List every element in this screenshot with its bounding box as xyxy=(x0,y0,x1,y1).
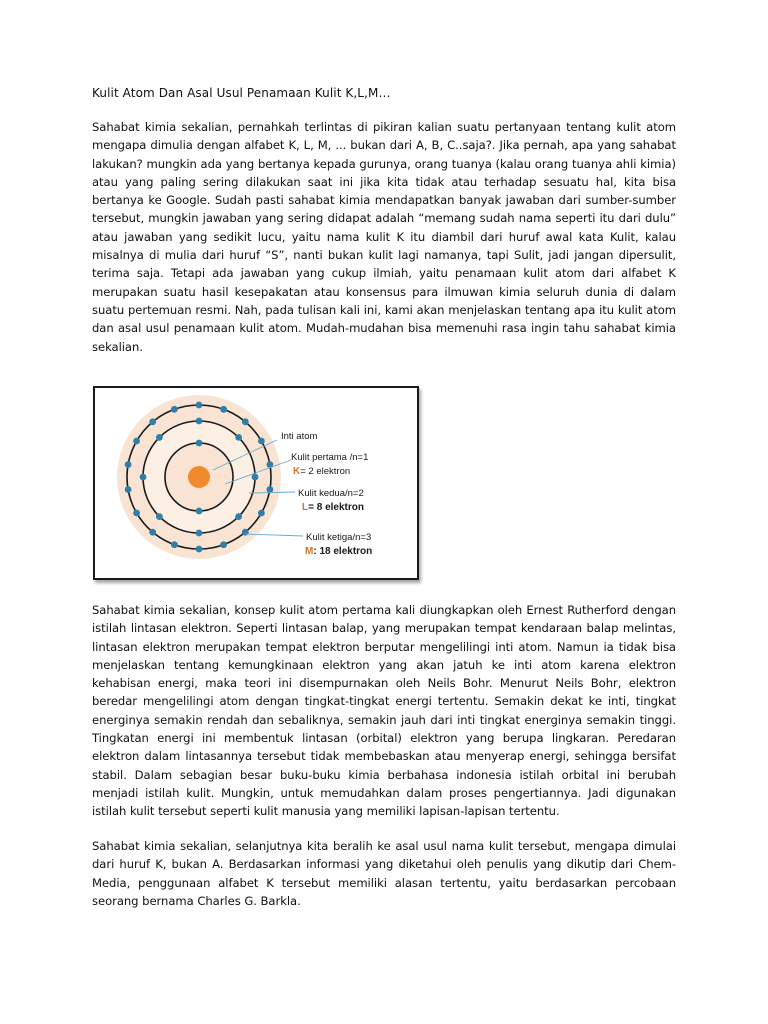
electron-shell-3 xyxy=(220,406,227,413)
label-shell-k-name: Kulit pertama /n=1 xyxy=(291,452,369,463)
electron-shell-3 xyxy=(133,510,140,517)
label-shell-k-count: = 2 elektron xyxy=(300,466,351,477)
label-shell-m-letter: M xyxy=(305,546,314,557)
electron-shell-2 xyxy=(196,530,203,537)
label-shell-m-count: : 18 elektron xyxy=(313,546,373,557)
electron-shell-3 xyxy=(171,541,178,548)
label-shell-k-letter: K xyxy=(293,466,301,477)
electron-shell-2 xyxy=(156,434,163,441)
electron-shell-3 xyxy=(171,406,178,413)
electron-shell-2 xyxy=(235,434,242,441)
label-shell-l-value xyxy=(302,502,364,513)
electron-shell-3 xyxy=(267,486,274,493)
label-shell-l-letter: L xyxy=(302,502,309,513)
nucleus xyxy=(188,466,210,488)
atom-shell-diagram xyxy=(93,386,419,580)
electron-shell-2 xyxy=(196,418,203,425)
electron-shell-1 xyxy=(196,440,203,447)
electron-shell-3 xyxy=(242,418,249,425)
electron-shell-3 xyxy=(149,418,156,425)
electron-shell-2 xyxy=(156,513,163,520)
electron-shell-2 xyxy=(140,474,147,481)
electron-shell-3 xyxy=(220,541,227,548)
document-title: Kulit Atom Dan Asal Usul Penamaan Kulit K,L,M… xyxy=(92,86,391,100)
electron-shell-3 xyxy=(133,438,140,445)
electron-shell-1 xyxy=(196,508,203,515)
paragraph-barkla: Sahabat kimia sekalian, selanjutnya kita beralih ke asal usul nama kulit tersebut, mengapa dimulai dari huruf K, bukan A. Berdasarkan informasi yang diketahui oleh penulis yang dikutip dari Chem-Media, penggunaan alfabet K tersebut memiliki alasan tertentu, yaitu berdasarkan percobaan seorang bernama Charles G. Barkla. xyxy=(92,839,676,908)
paragraph-rutherford-bohr: Sahabat kimia sekalian, konsep kulit atom pertama kali diungkapkan oleh Ernest Rutherford dengan istilah lintasan elektron. Seperti lintasan balap, yang merupakan tempat kendaraan balap melintas, lintasan elektron merupakan tempat elektron berputar mengelilingi inti atom. Namun ia tidak bisa menjelaskan tentang kemungkinaan elektron yang akan jatuh ke inti atom karena elektron kehabisan energi, maka teori ini disempurnakan oleh Neils Bohr. Menurut Neils Bohr, elektron beredar mengelilingi atom dengan tingkat-tingkat energi tertentu. Semakin dekat ke inti, tingkat energinya semakin rendah dan sebaliknya, semakin jauh dari inti tingkat energinya semakin tinggi. Tingkatan energi ini membentuk lintasan (orbital) elektron yang berupa lingkaran. Peredaran elektron dalam lintasannya tersebut tidak membebaskan atau menyerap energi, sehingga bersifat stabil. Dalam sebagian besar buku-buku kimia berbahasa indonesia istilah orbital ini berubah menjadi istilah kulit. Mungkin, untuk memudahkan dalam proses pengertiannya. Jadi digunakan istilah kulit tersebut seperti kulit manusia yang memiliki lapisan-lapisan tertentu. xyxy=(92,603,676,819)
label-shell-l-count: = 8 elektron xyxy=(308,502,364,513)
atom-shell-svg xyxy=(95,388,417,578)
electron-shell-3 xyxy=(149,529,156,536)
label-shell-k-value xyxy=(293,466,350,477)
electron-shell-3 xyxy=(125,486,132,493)
electron-shell-3 xyxy=(196,402,203,409)
label-shell-m-name: Kulit ketiga/n=3 xyxy=(306,532,372,543)
label-nucleus: Inti atom xyxy=(281,431,318,442)
electron-shell-3 xyxy=(242,529,249,536)
label-shell-m-value xyxy=(305,546,372,557)
paragraph-intro: Sahabat kimia sekalian, pernahkah terlintas di pikiran kalian suatu pertanyaan tentang kulit atom mengapa dimulia dengan alfabet K, L, M, ... bukan dari A, B, C..saja?. Jika pernah, apa yang sahabat lakukan? mungkin ada yang bertanya kepada gurunya, orang tuanya (kalau orang tuanya ahli kimia) atau yang paling sering dilakukan saat ini jika kita tidak atau terhadap sesuatu hal, kita bisa bertanya ke Google. Sudah pasti sahabat kimia mendapatkan banyak jawaban dari sumber-sumber tersebut, mungkin jawaban yang sering didapat adalah “memang sudah nama seperti itu dari dulu” atau jawaban yang sedikit lucu, yaitu nama kulit K itu diambil dari huruf awal kata Kulit, kalau misalnya di mulia dari huruf “S”, nanti bukan kulit lagi namanya, tapi Sulit, jadi jangan dipersulit, terima saja. Tetapi ada jawaban yang cukup ilmiah, yaitu penamaan kulit atom dari alfabet K merupakan suatu hasil kesepakatan atau konsensus para ilmuwan kimia seluruh dunia di dalam suatu pertemuan resmi. Nah, pada tulisan kali ini, kami akan menjelaskan tentang apa itu kulit atom dan asal usul penamaan kulit atom. Mudah-mudahan bisa memenuhi rasa ingin tahu sahabat kimia sekalian. xyxy=(92,120,676,354)
electron-shell-3 xyxy=(258,510,265,517)
electron-shell-3 xyxy=(196,546,203,553)
electron-shell-2 xyxy=(252,474,259,481)
electron-shell-3 xyxy=(125,461,132,468)
electron-shell-2 xyxy=(235,513,242,520)
electron-shell-3 xyxy=(258,438,265,445)
label-shell-l-name: Kulit kedua/n=2 xyxy=(298,488,364,499)
